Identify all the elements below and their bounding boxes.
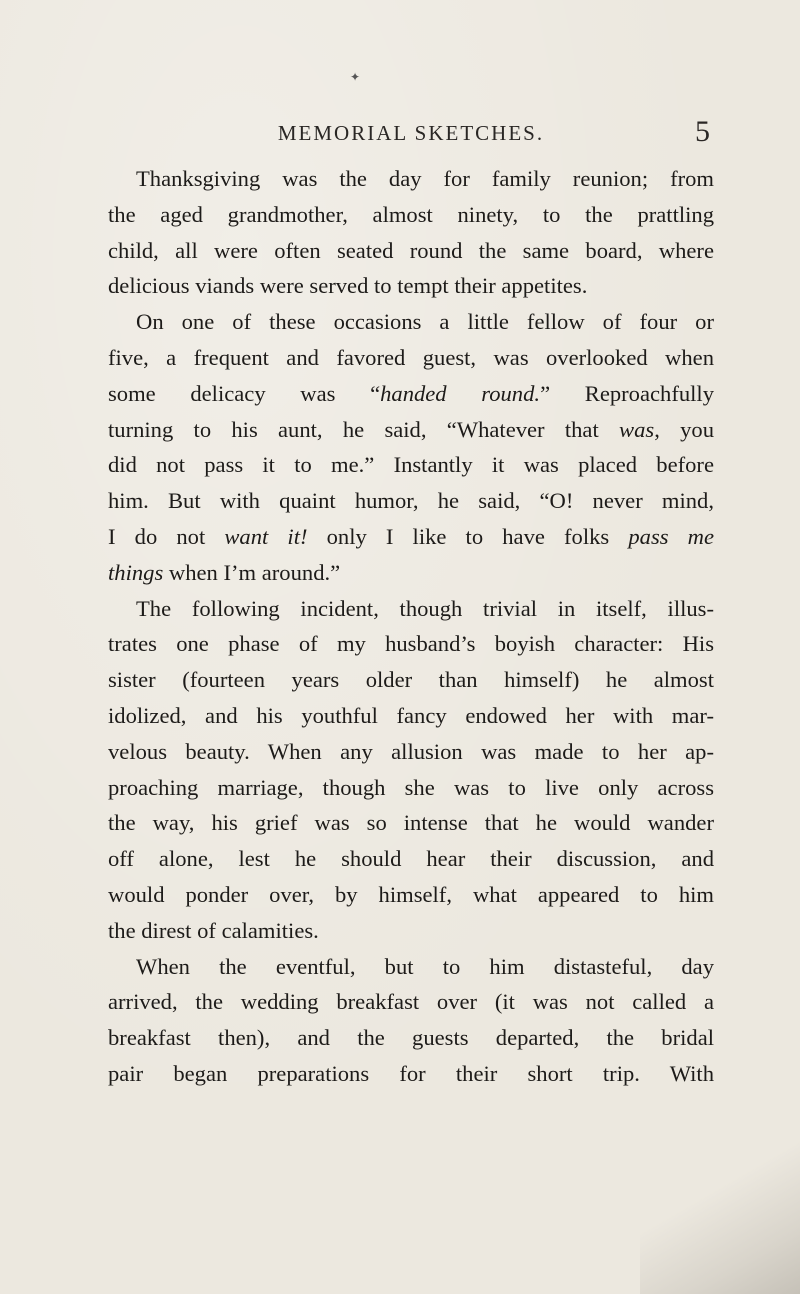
italic-run: want it!: [224, 523, 308, 549]
text-run: ” Reproachfully: [540, 380, 714, 406]
text-line: pair began preparations for their short trip. With: [108, 1060, 714, 1086]
text-run: when I’m around.”: [163, 559, 341, 585]
text-line: did not pass it to me.” Instantly it was placed before: [108, 452, 714, 478]
text-line: the aged grandmother, almost ninety, to the prattling: [108, 201, 714, 227]
text-line: Thanksgiving was the day for family reunion; from: [136, 166, 714, 191]
printer-mark: ✦: [350, 70, 361, 84]
text-run: , you: [654, 416, 714, 442]
text-line: off alone, lest he should hear their discussion, and: [108, 846, 714, 872]
text-run: I do not: [108, 523, 225, 549]
text-line: idolized, and his youthful fancy endowed her with mar-: [108, 702, 714, 728]
text-run: only I like to have folks: [307, 523, 629, 549]
text-line: would ponder over, by himself, what appeared to him: [108, 881, 714, 907]
text-line: trates one phase of my husband’s boyish character: His: [108, 631, 714, 657]
italic-run: handed round.: [380, 380, 541, 406]
italic-run: things: [108, 559, 164, 585]
text-line: delicious viands were served to tempt their appetites.: [108, 273, 588, 299]
running-head: [112, 115, 710, 155]
text-line: the direst of calamities.: [108, 917, 319, 943]
text-line: When the eventful, but to him distasteful, day: [136, 953, 714, 979]
text-line: sister (fourteen years older than himself) he almost: [108, 667, 714, 693]
text-line: the way, his grief was so intense that he would wander: [108, 810, 714, 836]
page-number: 5: [695, 115, 710, 148]
text-line: [108, 519, 714, 555]
italic-run: was: [619, 416, 655, 442]
text-line: proaching marriage, though she was to live only across: [108, 774, 714, 800]
text-line: five, a frequent and favored guest, was overlooked when: [108, 344, 714, 370]
text-run: some delicacy was “: [108, 380, 381, 406]
text-line: arrived, the wedding breakfast over (it was not called a: [108, 989, 714, 1015]
page-curl-shadow: [640, 1130, 800, 1294]
body-text: [108, 161, 714, 1092]
text-line: The following incident, though trivial in itself, illus-: [136, 595, 714, 621]
italic-run: pass me: [628, 523, 714, 549]
text-line: [108, 376, 714, 412]
page-title: MEMORIAL SKETCHES.: [277, 121, 545, 145]
text-run: turning to his aunt, he said, “Whatever that: [108, 416, 620, 442]
text-line: [108, 412, 714, 448]
text-line: him. But with quaint humor, he said, “O! never mind,: [108, 488, 714, 514]
text-line: child, all were often seated round the same board, where: [108, 237, 714, 263]
text-line: velous beauty. When any allusion was made to her ap-: [108, 738, 714, 764]
text-line: [108, 555, 714, 591]
text-line: breakfast then), and the guests departed, the bridal: [108, 1025, 714, 1051]
text-line: On one of these occasions a little fellow of four or: [136, 309, 714, 335]
